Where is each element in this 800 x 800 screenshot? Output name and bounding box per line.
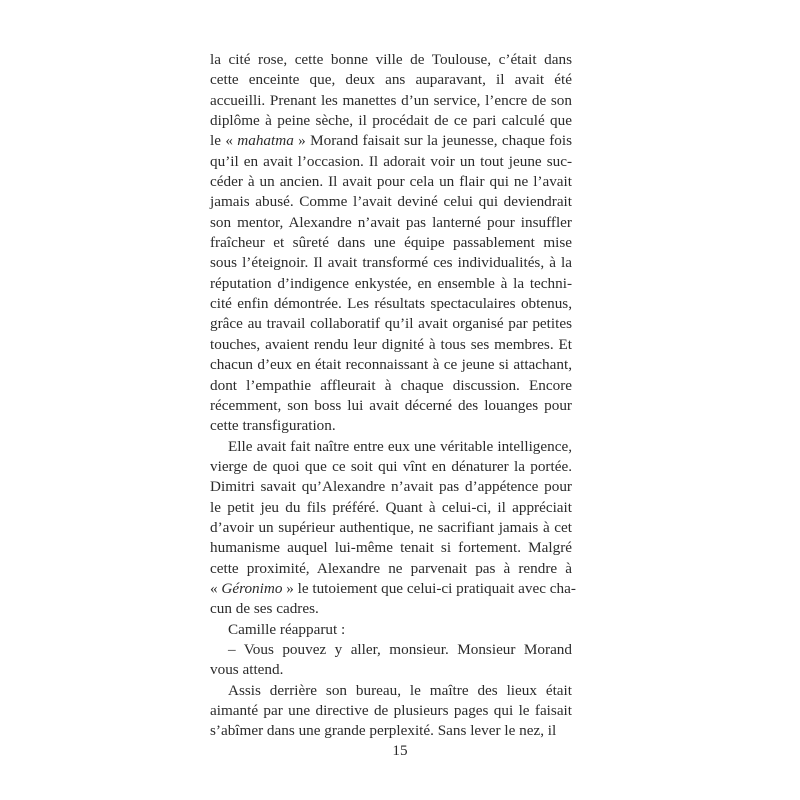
text-line: fraîcheur et sûreté dans une équipe passablement mise: [210, 234, 572, 252]
text-line: vous attend.: [210, 661, 284, 679]
paragraph: [210, 50, 572, 437]
text-line: – Vous pouvez y aller, monsieur. Monsieur Morand: [228, 640, 572, 658]
text-line: diplôme à peine sèche, il procédait de ce pari calculé que: [210, 112, 572, 130]
text-line: s’abîmer dans une grande perplexité. Sans lever le nez, il: [210, 722, 557, 740]
text-line: aimanté par une directive de plusieurs pages qui le faisait: [210, 702, 572, 719]
text-line: le « mahatma » Morand faisait sur la jeunesse, chaque fois: [210, 132, 573, 150]
page-number: 15: [392, 742, 408, 759]
text-line: le petit jeu du fils préféré. Quant à celui-ci, il appréciait: [210, 498, 572, 516]
text-line: Dimitri savait qu’Alexandre n’avait pas d’appétence pour: [210, 478, 572, 496]
text-line: cun de ses cadres.: [210, 600, 319, 618]
text-line: humanisme auquel lui-même tenait si fortement. Malgré: [210, 539, 572, 557]
body-text: [210, 50, 576, 742]
text-line: vierge de quoi que ce soit qui vînt en dénaturer la portée.: [210, 457, 572, 475]
italic-term: mahatma: [237, 132, 294, 150]
text-line: accueilli. Prenant les manettes d’un service, l’encre de son: [210, 91, 572, 109]
text-line: la cité rose, cette bonne ville de Toulouse, c’était dans: [210, 51, 572, 68]
text-line: touches, avaient rendu leur dignité à tous ses membres. Et: [210, 335, 572, 353]
text-line: jamais abusé. Comme l’avait deviné celui qui deviendrait: [210, 193, 572, 211]
text-line: chacun d’eux en était reconnaissant à ce jeune si attachant,: [210, 356, 572, 374]
text-line: grâce au travail collaboratif qu’il avait organisé par petites: [210, 315, 572, 333]
text-line: d’avoir un supérieur authentique, ne sacrifiant jamais à cet: [210, 518, 572, 536]
text-line: « Géronimo » le tutoiement que celui-ci pratiquait avec cha-: [210, 579, 576, 597]
text-line: cette transfiguration.: [210, 417, 336, 435]
text-line: céder à un ancien. Il avait pour cela un flair qui ne l’avait: [210, 173, 572, 191]
paragraph: [210, 640, 572, 681]
text-line: Camille réapparut :: [228, 620, 346, 638]
text-line: Elle avait fait naître entre eux une véritable intelligence,: [228, 437, 572, 455]
text-line: réputation d’indigence enkystée, en ensemble à la techni-: [210, 274, 572, 292]
paragraph: [210, 681, 572, 742]
paragraph: [210, 437, 576, 620]
text-line: récemment, son boss lui avait décerné des louanges pour: [210, 396, 572, 414]
italic-term: Géronimo: [221, 579, 283, 597]
text-line: cité enfin démontrée. Les résultats spectaculaires obtenus,: [210, 295, 572, 313]
text-line: sous l’éteignoir. Il avait transformé ces individualités, à la: [210, 254, 572, 272]
text-line: cette proximité, Alexandre ne parvenait pas à rendre à: [210, 559, 572, 577]
text-line: qu’il en avait l’occasion. Il adorait voir un tout jeune suc-: [210, 152, 572, 170]
paragraph: [210, 620, 572, 640]
text-line: cette enceinte que, deux ans auparavant, il avait été: [210, 71, 572, 89]
text-line: dont l’empathie affleurait à chaque discussion. Encore: [210, 376, 572, 394]
text-line: son mentor, Alexandre n’avait pas lanterné pour insuffler: [210, 213, 572, 231]
text-line: Assis derrière son bureau, le maître des lieux était: [228, 681, 572, 699]
